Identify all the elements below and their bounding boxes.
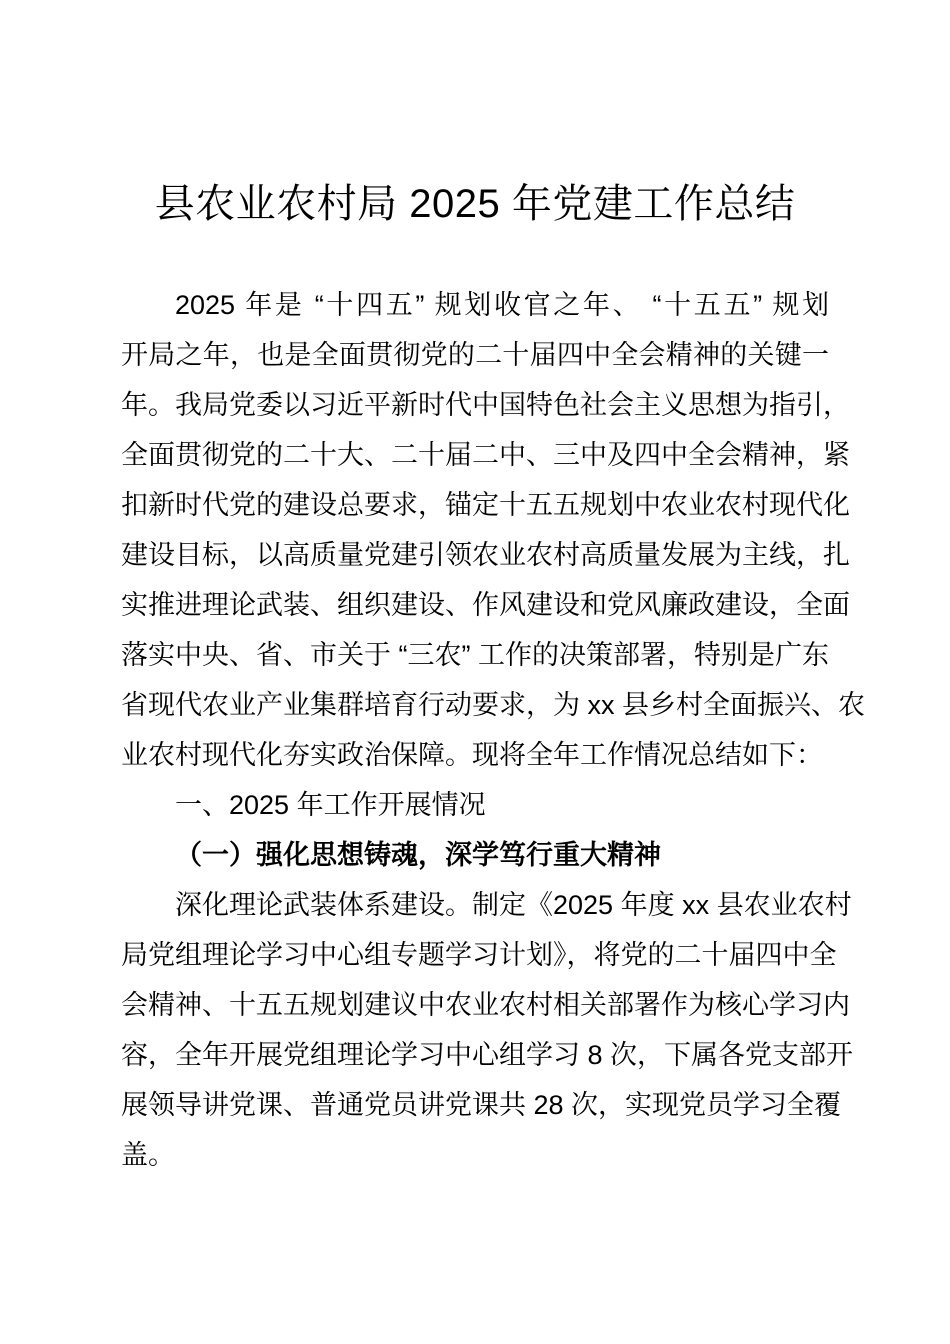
document-body — [121, 280, 866, 1180]
intro-paragraph-line: 2025 年是 “十四五” 规划收官之年、 “十五五” 规划 — [175, 290, 829, 320]
subsection-paragraph-line: 展领导讲党课、普通党员讲党课共 28 次，实现党员学习全覆 — [121, 1090, 842, 1120]
subsection-paragraph-line: 盖。 — [121, 1140, 175, 1170]
intro-paragraph-line: 业农村现代化夯实政治保障。现将全年工作情况总结如下： — [121, 740, 823, 770]
intro-paragraph-line: 实推进理论武装、组织建设、作风建设和党风廉政建设，全面 — [121, 590, 850, 620]
intro-paragraph-line: 扣新时代党的建设总要求，锚定十五五规划中农业农村现代化 — [121, 490, 850, 520]
intro-paragraph-line: 落实中央、省、市关于 “三农” 工作的决策部署，特别是广东 — [121, 640, 829, 670]
subsection-paragraph-line: 局党组理论学习中心组专题学习计划》，将党的二十届四中全 — [121, 940, 837, 970]
section-1-subsection-1-heading: （一）强化思想铸魂，深学笃行重大精神 — [175, 840, 661, 870]
section-1-heading: 一、2025 年工作开展情况 — [175, 790, 486, 820]
intro-paragraph-line: 全面贯彻党的二十大、二十届二中、三中及四中全会精神，紧 — [121, 440, 850, 470]
subsection-paragraph-line: 容，全年开展党组理论学习中心组学习 8 次，下属各党支部开 — [121, 1040, 854, 1070]
intro-paragraph-line: 年。我局党委以习近平新时代中国特色社会主义思想为指引， — [121, 390, 850, 420]
document-title: 县农业农村局 2025 年党建工作总结 — [154, 182, 796, 226]
subsection-paragraph-line: 会精神、十五五规划建议中农业农村相关部署作为核心学习内 — [121, 990, 850, 1020]
intro-paragraph-line: 开局之年，也是全面贯彻党的二十届四中全会精神的关键一 — [121, 340, 829, 370]
intro-paragraph-line: 建设目标，以高质量党建引领农业农村高质量发展为主线，扎 — [121, 540, 850, 570]
subsection-paragraph-line: 深化理论武装体系建设。制定《2025 年度 xx 县农业农村 — [175, 890, 852, 920]
intro-paragraph-line: 省现代农业产业集群培育行动要求，为 xx 县乡村全面振兴、农 — [121, 690, 866, 720]
